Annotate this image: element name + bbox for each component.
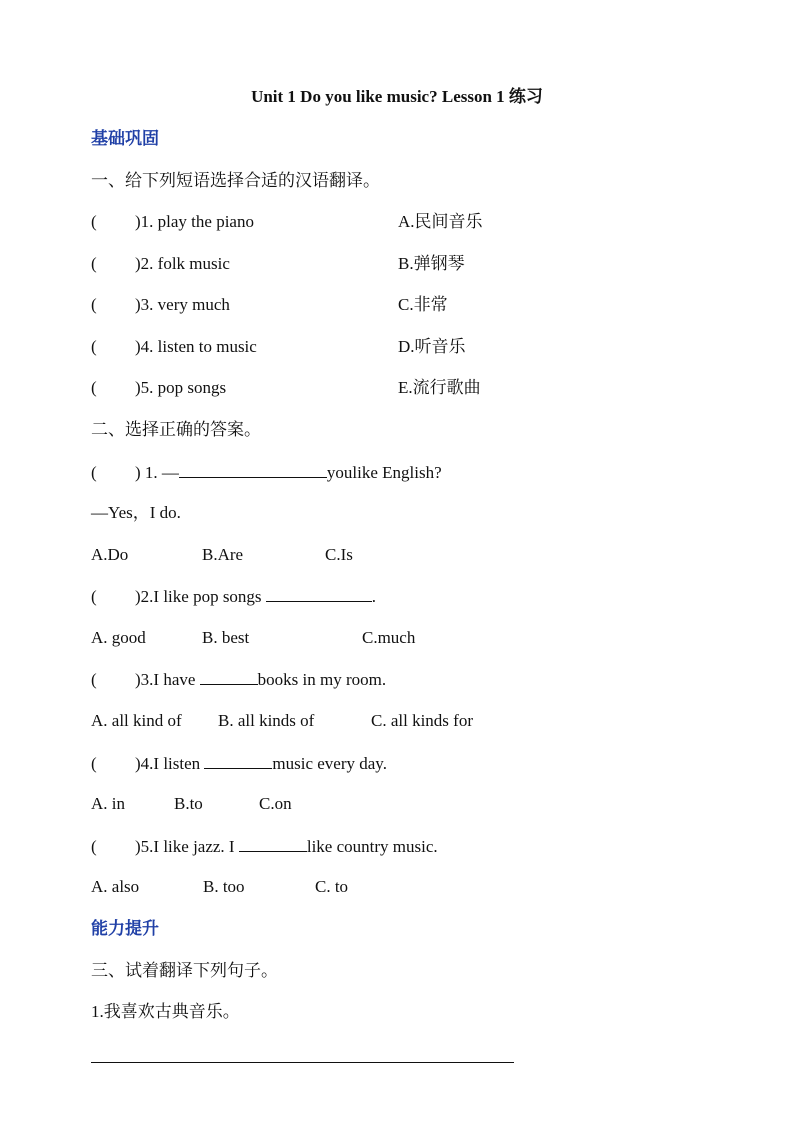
answer-paren[interactable]: (: [91, 587, 97, 606]
option-b[interactable]: B. all kinds of: [218, 711, 315, 730]
option-a[interactable]: A. in: [91, 794, 125, 813]
option-c[interactable]: C. to: [315, 877, 349, 896]
mc-options-1: [91, 545, 353, 565]
match-option-c: C.非常: [398, 295, 448, 314]
option-a[interactable]: A. good: [91, 628, 146, 647]
answer-line[interactable]: [91, 1062, 514, 1063]
question-text: )3. very much: [135, 295, 230, 314]
fill-blank[interactable]: [179, 462, 327, 478]
answer-paren[interactable]: (: [91, 378, 97, 397]
mc-options-5: [91, 877, 348, 897]
fill-blank[interactable]: [266, 586, 372, 602]
option-a[interactable]: A.Do: [91, 545, 129, 564]
part1-heading: 一、给下列短语选择合适的汉语翻译。: [91, 171, 380, 190]
option-c[interactable]: C.much: [362, 628, 416, 647]
answer-paren[interactable]: (: [91, 295, 97, 314]
match-option-e: E.流行歌曲: [398, 378, 481, 397]
option-a[interactable]: A. all kind of: [91, 711, 182, 730]
part3-heading: 三、试着翻译下列句子。: [91, 961, 278, 980]
mc-question-2: ( )2.I like pop songs .: [91, 587, 377, 606]
answer-paren[interactable]: (: [91, 837, 97, 856]
match-option-b: B.弹钢琴: [398, 254, 465, 273]
match-question-5: [91, 378, 226, 398]
match-question-1: [91, 212, 254, 232]
option-c[interactable]: C. all kinds for: [371, 711, 473, 730]
mc-options-4: [91, 794, 292, 814]
match-option-a: A.民间音乐: [398, 212, 483, 231]
mc-question-5: ( )5.I like jazz. I like country music.: [91, 837, 438, 856]
option-b[interactable]: B. too: [203, 877, 245, 896]
mc-question-3: ( )3.I have books in my room.: [91, 670, 387, 689]
part2-heading: 二、选择正确的答案。: [91, 420, 261, 439]
translate-question-1: 1.我喜欢古典音乐。: [91, 1002, 240, 1021]
section-heading-basic: 基础巩固: [91, 129, 159, 148]
mc-options-3: [91, 711, 473, 731]
match-option-d: D.听音乐: [398, 337, 466, 356]
option-b[interactable]: B.Are: [202, 545, 244, 564]
match-question-2: [91, 254, 230, 274]
option-c[interactable]: C.Is: [325, 545, 353, 564]
option-c[interactable]: C.on: [259, 794, 292, 813]
mc-question-1: ( ) 1. — youlike English?: [91, 463, 442, 482]
mc-question-1-reply: —Yes，I do.: [91, 503, 181, 522]
mc-options-2: [91, 628, 415, 648]
fill-blank[interactable]: [239, 836, 307, 852]
question-text: )4. listen to music: [135, 337, 257, 356]
fill-blank[interactable]: [204, 753, 272, 769]
section-heading-advanced: 能力提升: [91, 919, 159, 938]
answer-paren[interactable]: (: [91, 670, 97, 689]
answer-paren[interactable]: (: [91, 337, 97, 356]
match-question-4: [91, 337, 257, 357]
question-text: )2. folk music: [135, 254, 230, 273]
option-a[interactable]: A. also: [91, 877, 140, 896]
question-text: )5. pop songs: [135, 378, 227, 397]
option-b[interactable]: B. best: [202, 628, 250, 647]
answer-paren[interactable]: (: [91, 254, 97, 273]
question-text: )1. play the piano: [135, 212, 254, 231]
page-title: Unit 1 Do you like music? Lesson 1 练习: [251, 87, 543, 106]
option-b[interactable]: B.to: [174, 794, 203, 813]
mc-question-4: ( )4.I listen music every day.: [91, 754, 387, 773]
answer-paren[interactable]: (: [91, 754, 97, 773]
answer-paren[interactable]: (: [91, 463, 97, 482]
match-question-3: [91, 295, 230, 315]
answer-paren[interactable]: (: [91, 212, 97, 231]
fill-blank[interactable]: [200, 669, 258, 685]
